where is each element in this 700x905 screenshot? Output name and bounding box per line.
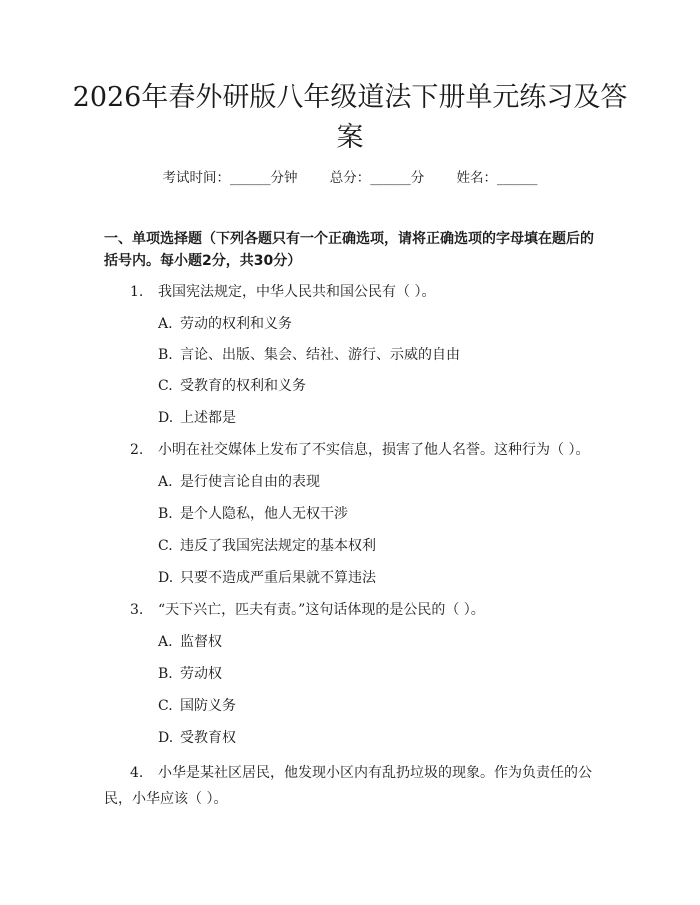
option-letter: C. (158, 538, 173, 554)
option-1a (158, 314, 292, 334)
question-2 (130, 440, 589, 460)
option-letter: B. (158, 347, 173, 363)
question-3 (130, 600, 485, 620)
option-letter: B. (158, 666, 173, 682)
option-letter: D. (158, 730, 174, 746)
option-text: 是个人隐私，他人无权干涉 (180, 506, 348, 522)
option-1c (158, 376, 306, 396)
exam-info-line (0, 168, 700, 188)
question-number: 1. (130, 284, 144, 300)
option-2b (158, 504, 348, 524)
option-text: 劳动权 (180, 666, 222, 682)
option-1b (158, 345, 460, 365)
question-4 (104, 760, 596, 812)
option-letter: C. (158, 378, 173, 394)
question-text: 小明在社交媒体上发布了不实信息，损害了他人名誉。这种行为（ ）。 (158, 442, 590, 458)
option-text: 受教育的权利和义务 (180, 378, 306, 394)
question-1 (130, 282, 435, 302)
option-text: 监督权 (180, 634, 222, 650)
option-text: 受教育权 (180, 730, 236, 746)
option-letter: C. (158, 698, 173, 714)
option-letter: D. (158, 410, 174, 426)
option-3d (158, 728, 236, 748)
option-1d (158, 408, 236, 428)
exam-time-field: 考试时间：______分钟 (162, 170, 298, 186)
option-text: 言论、出版、集会、结社、游行、示威的自由 (180, 347, 460, 363)
option-text: 国防义务 (180, 698, 236, 714)
question-text: 小华是某社区居民，他发现小区内有乱扔垃圾的现象。作为负责任的公民，小华应该（ ）。 (104, 765, 592, 807)
section-heading: 一、单项选择题（下列各题只有一个正确选项，请将正确选项的字母填在题后的括号内。每小题2分，共30分） (104, 231, 594, 269)
option-3a (158, 632, 222, 652)
option-text: 是行使言论自由的表现 (180, 474, 320, 490)
question-number: 2. (130, 442, 144, 458)
question-number: 3. (130, 602, 144, 618)
option-text: 劳动的权利和义务 (180, 316, 292, 332)
option-text: 违反了我国宪法规定的基本权利 (180, 538, 376, 554)
student-name-field: 姓名：______ (456, 170, 538, 186)
option-letter: A. (158, 316, 173, 332)
option-letter: D. (158, 570, 174, 586)
option-3c (158, 696, 236, 716)
question-number: 4. (130, 765, 144, 781)
option-2a (158, 472, 320, 492)
option-text: 上述都是 (180, 410, 236, 426)
question-text: 我国宪法规定，中华人民共和国公民有（ ）。 (158, 284, 436, 300)
option-letter: B. (158, 506, 173, 522)
option-text: 只要不造成严重后果就不算违法 (180, 570, 376, 586)
total-score-field: 总分：______分 (329, 170, 425, 186)
option-3b (158, 664, 222, 684)
option-letter: A. (158, 634, 173, 650)
document-title: 2026年春外研版八年级道法下册单元练习及答案 (72, 82, 628, 153)
option-2c (158, 536, 376, 556)
option-letter: A. (158, 474, 173, 490)
question-text: “天下兴亡，匹夫有责。”这句话体现的是公民的（ ）。 (158, 602, 485, 618)
option-2d (158, 568, 376, 588)
